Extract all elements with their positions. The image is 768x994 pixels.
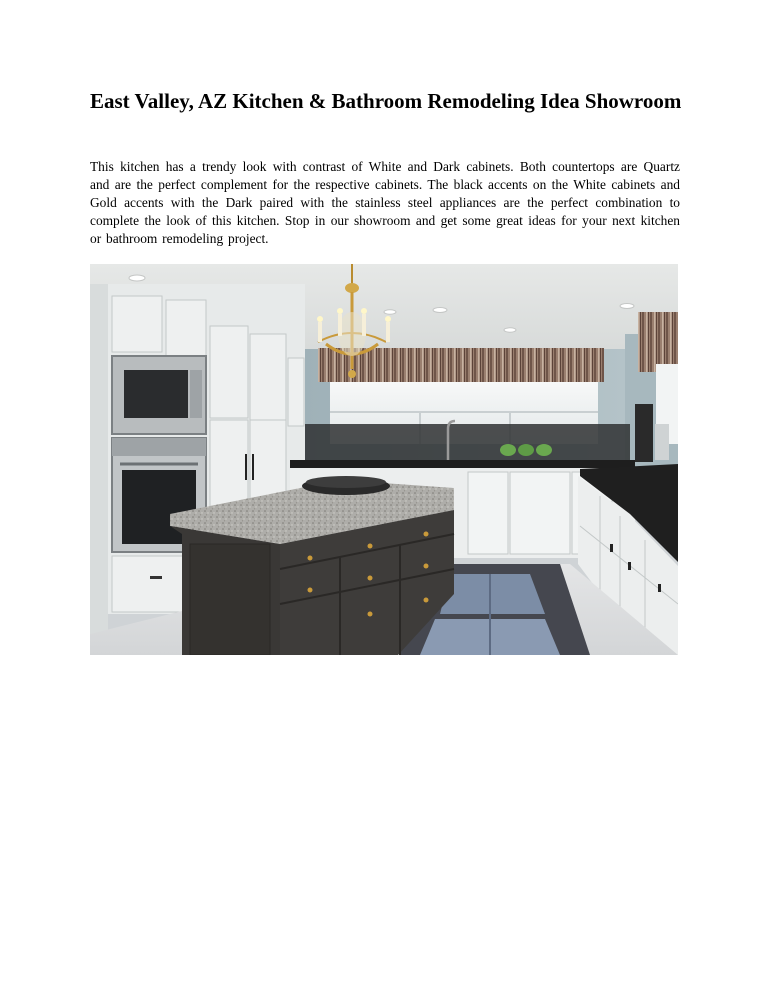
upper-cabinet-door (112, 296, 162, 352)
rug-tile (440, 574, 545, 614)
window-valance-right (638, 312, 678, 372)
gold-pull (424, 564, 429, 569)
gold-pull (368, 544, 373, 549)
page-title: East Valley, AZ Kitchen & Bathroom Remodeling Idea Showroom (90, 89, 682, 113)
recessed-light (620, 304, 634, 309)
recessed-light (433, 308, 447, 313)
gold-pull (308, 556, 313, 561)
recessed-light (384, 310, 396, 314)
gold-pull (424, 598, 429, 603)
gold-pull (368, 576, 373, 581)
canister (655, 424, 669, 460)
upper-cabinet-door (166, 300, 206, 360)
recessed-light (129, 275, 145, 281)
kitchen-photo (90, 264, 678, 655)
plant (536, 444, 552, 456)
body-paragraph: This kitchen has a trendy look with contrast of White and Dark cabinets. Both countertops are Quartz and are the perfect complement for the respective cabinets. The black accents on the White cabinets and Gold accents with the Dark paired with the stainless steel appliances are the perfect combination to complete the look of this kitchen. Stop in our showroom and get some great ideas for your next kitchen or bathroom remodeling project. (90, 159, 680, 246)
pepper-mill (635, 404, 653, 462)
upper-cabinet-door (210, 326, 248, 418)
upper-cabinet-door (250, 334, 286, 420)
gold-pull (308, 588, 313, 593)
backsplash (290, 424, 630, 464)
gold-pull (424, 532, 429, 537)
plant (500, 444, 516, 456)
microwave-window (124, 370, 188, 418)
kitchen-illustration (90, 264, 678, 655)
back-countertop (290, 460, 635, 468)
plant (518, 444, 534, 456)
gold-pull (368, 612, 373, 617)
recessed-light (504, 328, 516, 332)
